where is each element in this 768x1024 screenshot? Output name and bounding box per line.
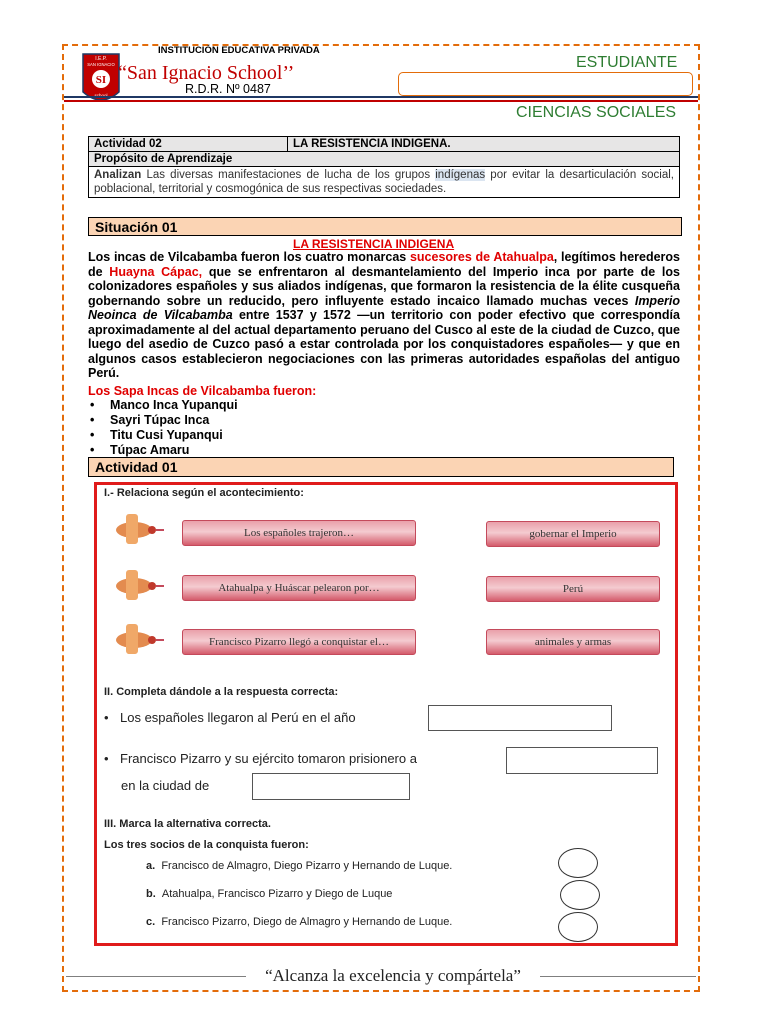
footer-line-right xyxy=(540,976,696,977)
list-item: • Titu Cusi Yupanqui xyxy=(90,428,223,442)
imperio-neoinca: Imperio Neoinca de Vilcabamba xyxy=(88,293,680,322)
question-3-title: III. Marca la alternativa correcta. xyxy=(104,818,271,830)
question-2-item-2b: en la ciudad de xyxy=(121,778,210,793)
answer-city-field[interactable] xyxy=(252,773,410,800)
activity-table xyxy=(88,136,680,198)
list-item: • Manco Inca Yupanqui xyxy=(90,398,238,412)
option-b-circle[interactable] xyxy=(560,880,600,910)
footer-motto: “Alcanza la excelencia y compártela” xyxy=(248,966,538,986)
institution-label: INSTITUCIÓN EDUCATIVA PRIVADA xyxy=(158,45,320,56)
question-2-item-2: • Francisco Pizarro y su ejército tomaron prisionero a xyxy=(104,751,417,766)
purpose-keyword: indígenas xyxy=(435,169,486,181)
question-3-subtitle: Los tres socios de la conquista fueron: xyxy=(104,839,309,851)
option-c-circle[interactable] xyxy=(558,912,598,942)
situacion-paragraph: Los incas de Vilcabamba fueron los cuatro monarcas sucesores de Atahualpa, legítimos herederos de Huayna Cápac, que se enfrentaron al desmantelamiento del Imperio inca por parte de los colonizadores españoles y sus aliados indígenas, que formaron la resistencia de la élite cusqueña gobernando sobre un reducido, pero influyente estado incaico llamado muchas veces Imperio Neoinca de Vilcabamba entre 1537 y 1572 —un territorio con poder efectivo que correspondía aproximadamente al del actual departamento peruano del Cusco al este de la ciudad de Cuzco, que luego del asedio de Cuzco pasó a estar controlada por los conquistadores españoles— y que en algunos casos establecieron negociaciones con las primeras autoridades españolas del antiguo Perú. xyxy=(88,250,680,380)
student-name-field[interactable] xyxy=(398,72,693,96)
option-c: c. Francisco Pizarro, Diego de Almagro y Hernando de Luque. xyxy=(146,916,453,928)
rdr-number: R.D.R. Nº 0487 xyxy=(185,82,271,96)
airplane-icon xyxy=(112,618,164,658)
list-item: • Túpac Amaru xyxy=(90,443,190,457)
option-a: a. Francisco de Almagro, Diego Pizarro y Hernando de Luque. xyxy=(146,860,453,872)
logo-text-mid: SAN IGNACIO xyxy=(87,62,115,67)
answer-year-field[interactable] xyxy=(428,705,612,731)
list-item: • Sayri Túpac Inca xyxy=(90,413,210,427)
header-rule-red xyxy=(64,100,698,102)
answer-prisoner-field[interactable] xyxy=(506,747,658,774)
header-rule-blue xyxy=(64,96,698,98)
situacion-title: LA RESISTENCIA INDIGENA xyxy=(293,237,455,251)
highlight-huayna: Huayna Cápac, xyxy=(109,264,203,279)
student-label: ESTUDIANTE xyxy=(576,54,678,71)
right-ribbon[interactable]: animales y armas xyxy=(486,629,660,655)
airplane-icon xyxy=(112,564,164,604)
actividad-label: Actividad 01 xyxy=(95,459,178,475)
subject-label: CIENCIAS SOCIALES xyxy=(516,104,677,121)
left-ribbon[interactable]: Atahualpa y Huáscar pelearon por… xyxy=(182,575,416,601)
question-2-title: II. Completa dándole a la respuesta correcta: xyxy=(104,686,339,698)
purpose-text-1: Las diversas manifestaciones de lucha de los grupos xyxy=(141,169,436,181)
situacion-label: Situación 01 xyxy=(95,219,178,235)
school-name: “San Ignacio School’’ xyxy=(118,62,295,84)
left-ribbon[interactable]: Los españoles trajeron… xyxy=(182,520,416,546)
purpose-description xyxy=(89,167,680,198)
question-2-item-1: • Los españoles llegaron al Perú en el año xyxy=(104,710,356,725)
right-ribbon[interactable]: Perú xyxy=(486,576,660,602)
actividad-header xyxy=(88,457,674,477)
highlight-atahualpa: sucesores de Atahualpa xyxy=(409,250,554,264)
option-b: b. Atahualpa, Francisco Pizarro y Diego de Luque xyxy=(146,888,393,900)
situacion-header xyxy=(88,217,682,236)
question-1-title: I.- Relaciona según el acontecimiento: xyxy=(104,487,304,499)
svg-text:SI: SI xyxy=(95,74,107,86)
activity-number: Actividad 02 xyxy=(89,137,288,152)
sapa-incas-title: Los Sapa Incas de Vilcabamba fueron: xyxy=(88,384,317,398)
purpose-label: Propósito de Aprendizaje xyxy=(89,152,680,167)
purpose-text-2: por evitar la desarticulación social, poblacional, territorial y cosmogónica de sus respectivas sociedades. xyxy=(94,169,674,195)
purpose-verb: Analizan xyxy=(94,169,142,181)
footer-line-left xyxy=(66,976,246,977)
left-ribbon[interactable]: Francisco Pizarro llegó a conquistar el… xyxy=(182,629,416,655)
right-ribbon[interactable]: gobernar el Imperio xyxy=(486,521,660,547)
logo-text-top: I.E.P. xyxy=(95,56,107,62)
option-a-circle[interactable] xyxy=(558,848,598,878)
airplane-icon xyxy=(112,508,164,548)
logo-text-bottom: school xyxy=(94,93,108,98)
activity-title: LA RESISTENCIA INDIGENA. xyxy=(288,137,680,152)
